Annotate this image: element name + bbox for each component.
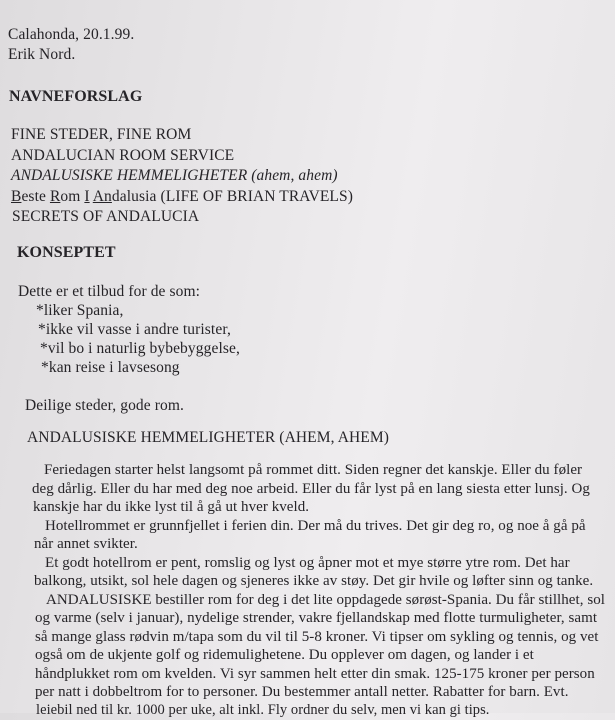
paragraph-line: kanskje har du ikke lyst til å gå ut hver kveld. bbox=[33, 499, 310, 515]
name-suggestion: ANDALUSISKE HEMMELIGHETER (ahem, ahem) bbox=[11, 167, 338, 184]
paragraph-line: Hotellrommet er grunnfjellet i ferien din. Der må du trives. Det gir deg ro, og noe å gå på bbox=[45, 518, 586, 534]
concept-intro: Dette er et tilbud for de som: bbox=[18, 283, 201, 300]
paragraph-line: håndplukket rom om kvelden. Vi syr sammen helt etter din smak. 125-175 kroner per person bbox=[35, 666, 595, 682]
paragraph-line: når annet svikter. bbox=[34, 536, 138, 552]
concept-bullet: *vil bo i naturlig bybebyggelse, bbox=[40, 340, 240, 357]
concept-bullet: *liker Spania, bbox=[36, 302, 124, 319]
paragraph-line: og varme (selv i januar), nydelige strender, vakre fjellandskap med flotte turmuligheter, samt bbox=[35, 610, 598, 626]
paragraph-line: ANDALUSISKE bestiller rom for deg i det lite oppdagede sørøst-Spania. Du får stillhet, sol bbox=[46, 592, 605, 608]
underlined-letter: R bbox=[49, 188, 61, 205]
name-suggestion: ANDALUCIAN ROOM SERVICE bbox=[11, 147, 235, 164]
name-suggestion: FINE STEDER, FINE ROM bbox=[11, 126, 192, 143]
text-segment: dalusia (LIFE OF BRIAN TRAVELS) bbox=[111, 188, 353, 205]
paragraph-line: per natt i dobbeltrom for to personer. Du bestemmer antall netter. Rabatter for barn. Evt. bbox=[35, 684, 569, 700]
text-segment: om bbox=[60, 188, 85, 205]
underlined-letter: I bbox=[84, 188, 90, 205]
author-name: Erik Nord. bbox=[8, 46, 76, 63]
text-segment: este bbox=[21, 188, 50, 205]
concept-bullet: *ikke vil vasse i andre turister, bbox=[38, 321, 231, 338]
paragraph-line: så mange glass rødvin m/tapa som du vil til 5-8 kroner. Vi tipser om sykling og tennis, og vet bbox=[35, 629, 599, 645]
paragraph-line: Et godt hotellrom er pent, romslig og lyst og åpner mot et mye større ytre rom. Det har bbox=[45, 555, 570, 571]
underlined-letters: An bbox=[92, 188, 112, 205]
name-suggestion-beste-rom bbox=[11, 187, 353, 207]
heading-concept: KONSEPTET bbox=[17, 244, 116, 261]
tagline: Deilige steder, gode rom. bbox=[25, 397, 184, 414]
paragraph-line: leiebil ned til kr. 1000 per uke, alt inkl. Fly ordner du selv, men vi kan gi tips. bbox=[36, 702, 490, 718]
name-suggestion: SECRETS OF ANDALUCIA bbox=[12, 208, 200, 225]
paragraph-line: deg dårlig. Eller du har med deg noe arbeid. Eller du får lyst på en lang siesta etter lunsj. Og bbox=[32, 481, 590, 497]
paragraph-line: også om de ukjente golf og ridemulighetene. Du opplever om dagen, og lander i et bbox=[35, 647, 534, 663]
paragraph-line: balkong, utsikt, sol hele dagen og sjeneres ikke av støy. Det gir hvile og løfter sinn og tanke. bbox=[34, 573, 594, 589]
section-title: ANDALUSISKE HEMMELIGHETER (AHEM, AHEM) bbox=[27, 429, 389, 446]
paragraph-line: Feriedagen starter helst langsomt på rommet ditt. Siden regner det kanskje. Eller du føler bbox=[44, 462, 583, 478]
concept-bullet: *kan reise i lavsesong bbox=[41, 359, 180, 376]
heading-name-suggestions: NAVNEFORSLAG bbox=[9, 88, 143, 105]
underlined-letter: B bbox=[11, 188, 22, 205]
place-date: Calahonda, 20.1.99. bbox=[8, 26, 135, 43]
